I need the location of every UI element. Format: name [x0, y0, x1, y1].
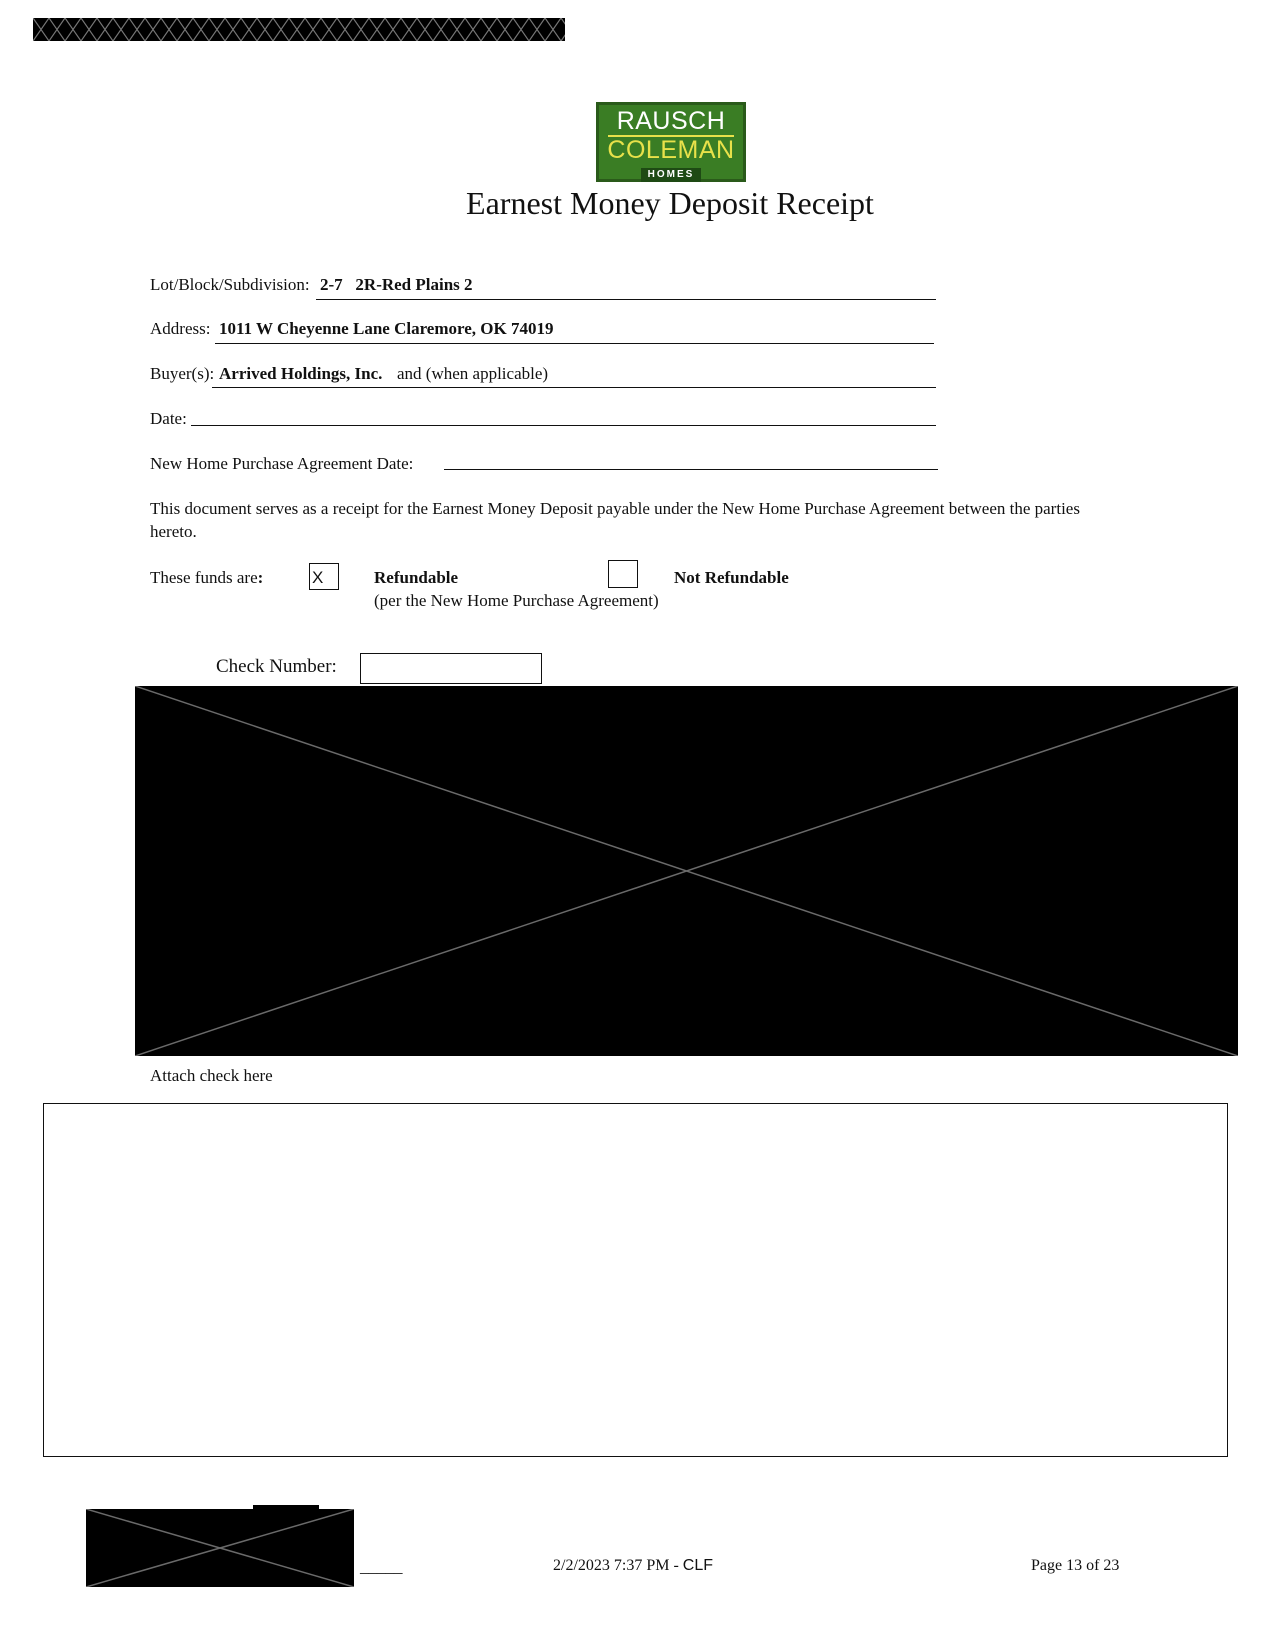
funds-label: These funds are: [150, 568, 258, 587]
initials-line: _____: [360, 1557, 403, 1576]
date-underline: [191, 425, 936, 426]
redaction-bar-top: [33, 18, 565, 41]
receipt-statement: This document serves as a receipt for the Earnest Money Deposit payable under the New Home Purchase Agreement between the parties hereto.: [150, 499, 1080, 541]
buyer-value: Arrived Holdings, Inc.: [219, 364, 383, 383]
refundable-label: Refundable: [374, 568, 459, 587]
lot-value: 2-7 2R-Red Plains 2: [320, 275, 473, 294]
buyer-suffix: and (when applicable): [397, 364, 549, 383]
refundable-checkbox[interactable]: X: [309, 563, 339, 590]
redaction-crosshatch: [33, 18, 565, 41]
attach-check-label: Attach check here: [150, 1066, 273, 1085]
address-underline: [215, 343, 934, 344]
date-label: Date:: [150, 409, 187, 428]
footer-separator: -: [669, 1557, 683, 1574]
check-number-label: Check Number:: [216, 656, 337, 677]
refundable-note: (per the New Home Purchase Agreement): [374, 591, 659, 610]
logo-line-1: RAUSCH: [616, 107, 726, 135]
company-logo: [596, 102, 746, 182]
address-value: 1011 W Cheyenne Lane Claremore, OK 74019: [219, 319, 554, 338]
nhpa-date-underline: [444, 469, 938, 470]
buyer-label: Buyer(s):: [150, 364, 215, 383]
redaction-cross: [135, 686, 1238, 1056]
footer-code: CLF: [682, 1557, 714, 1574]
logo-line-3: HOMES: [641, 168, 701, 182]
check-number-field[interactable]: [360, 653, 542, 684]
redacted-initials: [86, 1509, 354, 1587]
address-label: Address:: [150, 319, 211, 338]
funds-colon: :: [257, 568, 264, 587]
not-refundable-checkbox[interactable]: [608, 560, 638, 588]
redaction-cross-footer: [86, 1509, 354, 1587]
redacted-signature-block: [135, 686, 1238, 1056]
page-number: Page 13 of 23: [1031, 1557, 1120, 1574]
lot-label: Lot/Block/Subdivision:: [150, 275, 310, 294]
check-attachment-area: [43, 1103, 1228, 1457]
logo-line-2: COLEMAN: [607, 136, 735, 164]
buyer-underline: [212, 387, 936, 388]
footer-timestamp-wrap: [553, 1557, 713, 1575]
not-refundable-label: Not Refundable: [674, 568, 789, 587]
lot-underline: [316, 299, 936, 300]
nhpa-date-label: New Home Purchase Agreement Date:: [150, 454, 414, 473]
funds-label-wrap: [150, 568, 263, 588]
document-title: Earnest Money Deposit Receipt: [466, 185, 874, 221]
footer-timestamp: 2/2/2023 7:37 PM: [553, 1557, 670, 1574]
